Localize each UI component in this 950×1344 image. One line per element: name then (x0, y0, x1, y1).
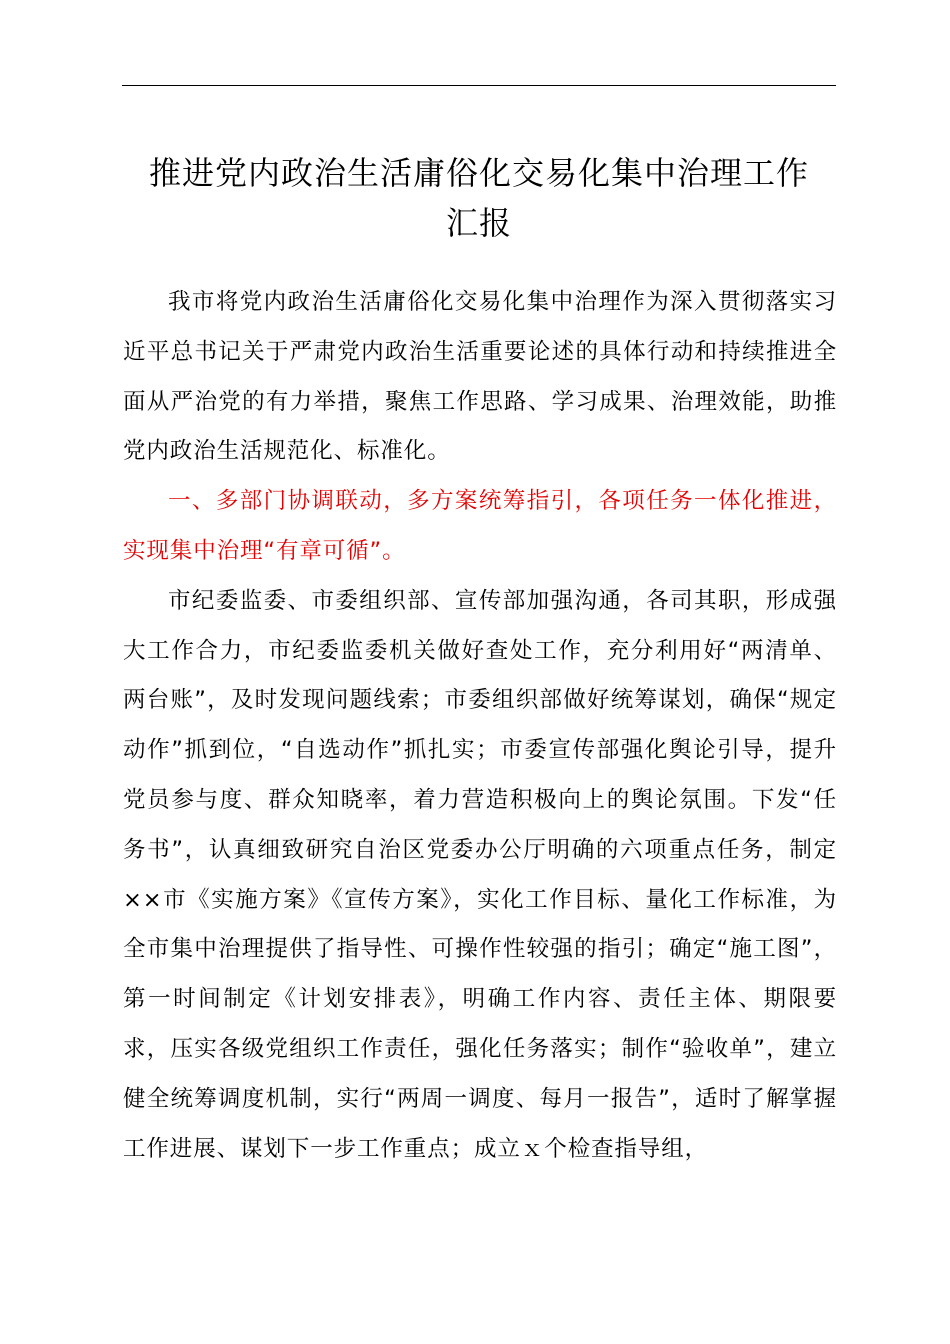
intro-paragraph: 我市将党内政治生活庸俗化交易化集中治理作为深入贯彻落实习近平总书记关于严肃党内政治生活重要论述的具体行动和持续推进全面从严治党的有力举措，聚焦工作思路、学习成果、治理效能，助推党内政治生活规范化、标准化。 (123, 289, 837, 465)
document-title (110, 148, 848, 248)
title-line-2: 汇报 (445, 204, 512, 242)
document-body (123, 278, 837, 1174)
section-heading-1: 一、多部门协调联动，多方案统筹指引，各项任务一体化推进，实现集中治理“有章可循”。 (123, 488, 837, 564)
header-rule (122, 85, 836, 86)
section-1-paragraph: 市纪委监委、市委组织部、宣传部加强沟通，各司其职，形成强大工作合力，市纪委监委机关做好查处工作，充分利用好“两清单、两台账”，及时发现问题线索；市委组织部做好统筹谋划，确保“规定动作”抓到位，“自选动作”抓扎实；市委宣传部强化舆论引导，提升党员参与度、群众知晓率，着力营造积极向上的舆论氛围。下发“任务书”，认真细致研究自治区党委办公厅明确的六项重点任务，制定××市《实施方案》《宣传方案》，实化工作目标、量化工作标准，为全市集中治理提供了指导性、可操作性较强的指引；确定“施工图”，第一时间制定《计划安排表》，明确工作内容、责任主体、期限要求，压实各级党组织工作责任，强化任务落实；制作“验收单”，建立健全统筹调度机制，实行“两周一调度、每月一报告”，适时了解掌握工作进展、谋划下一步工作重点；成立ｘ个检查指导组， (123, 587, 837, 1162)
title-line-1: 推进党内政治生活庸俗化交易化集中治理工作 (148, 154, 809, 192)
